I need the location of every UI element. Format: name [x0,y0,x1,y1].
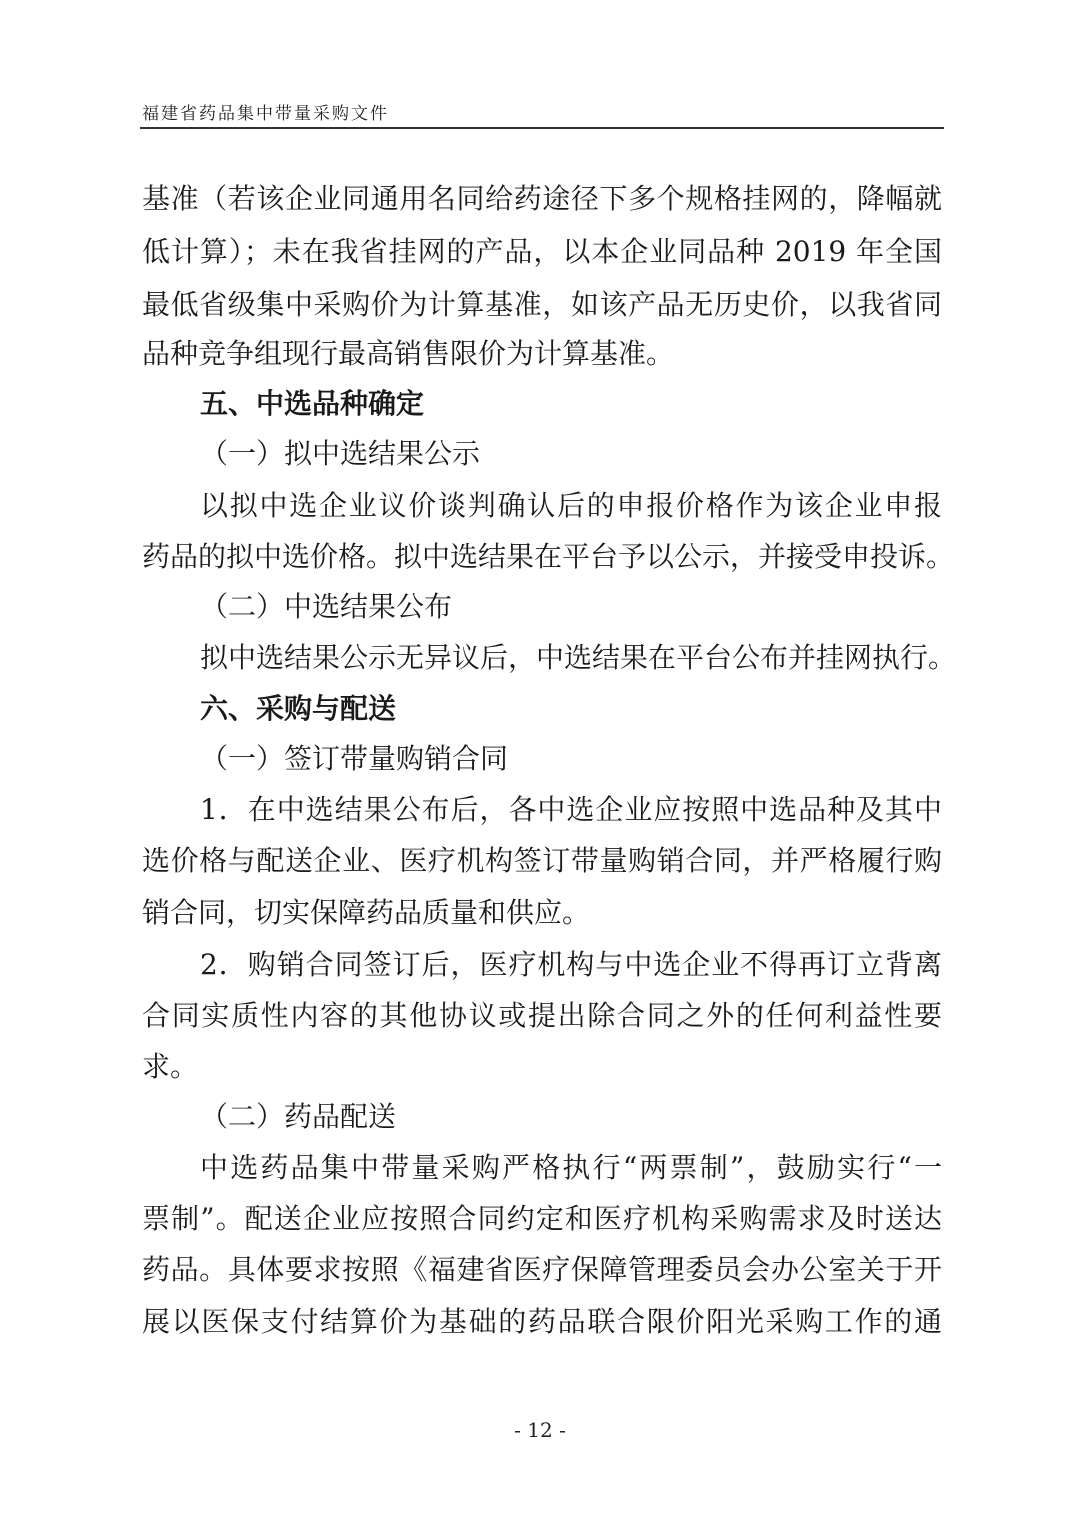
body-line: 拟中选结果公示无异议后，中选结果在平台公布并挂网执行。 [200,641,957,674]
body-line: 中选药品集中带量采购严格执行“两票制”，鼓励实行“一 [200,1151,942,1184]
page-number: - 12 - [514,1418,566,1442]
body-line: 基准（若该企业同通用名同给药途径下多个规格挂网的，降幅就 [142,182,942,215]
subsection-heading: （一）拟中选结果公示 [200,437,481,470]
body-line: 销合同，切实保障药品质量和供应。 [142,896,591,929]
body-line: 合同实质性内容的其他协议或提出除合同之外的任何利益性要 [142,999,942,1032]
subsection-heading: （一）签订带量购销合同 [200,742,509,775]
body-line: 品种竞争组现行最高销售限价为计算基准。 [142,337,675,370]
body-line: 药品的拟中选价格。拟中选结果在平台予以公示，并接受申投诉。 [142,540,955,573]
body-line: 2．购销合同签订后，医疗机构与中选企业不得再订立背离 [200,948,942,981]
body-line: 展以医保支付结算价为基础的药品联合限价阳光采购工作的通 [142,1305,942,1338]
body-line: 选价格与配送企业、医疗机构签订带量购销合同，并严格履行购 [142,844,942,877]
body-line: 以拟中选企业议价谈判确认后的申报价格作为该企业申报 [200,489,942,522]
body-line: 药品。具体要求按照《福建省医疗保障管理委员会办公室关于开 [142,1253,942,1286]
header-divider [140,127,944,129]
body-line: 票制”。配送企业应按照合同约定和医疗机构采购需求及时送达 [142,1202,942,1235]
body-line: 求。 [142,1050,199,1083]
running-header: 福建省药品集中带量采购文件 [142,104,389,124]
section-heading-6: 六、采购与配送 [200,692,397,725]
subsection-heading: （二）中选结果公布 [200,590,453,623]
body-line: 低计算）；未在我省挂网的产品，以本企业同品种 2019 年全国 [142,235,942,268]
body-line: 最低省级集中采购价为计算基准，如该产品无历史价，以我省同 [142,288,942,321]
body-line: 1．在中选结果公布后，各中选企业应按照中选品种及其中 [200,793,942,826]
subsection-heading: （二）药品配送 [200,1100,397,1133]
section-heading-5: 五、中选品种确定 [200,387,425,420]
